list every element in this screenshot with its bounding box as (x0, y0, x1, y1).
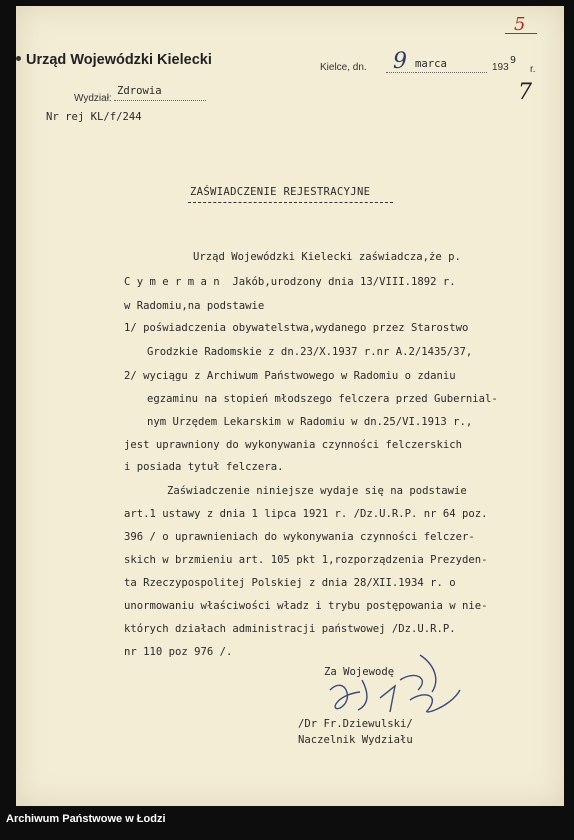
body-line: 2/ wyciągu z Archiwum Państwowego w Radomiu o zdaniu (124, 370, 456, 382)
registration-number: Nr rej KL/f/244 (46, 111, 142, 123)
body-line: skich w brzmieniu art. 105 pkt 1,rozporządzenia Prezyden- (124, 554, 488, 566)
body-line: art.1 ustawy z dnia 1 lipca 1921 r. /Dz.U.R.P. nr 64 poz. (124, 508, 488, 520)
date-year-unit: r. (530, 64, 536, 75)
body-line: Urząd Wojewódzki Kielecki zaświadcza,że p. (193, 251, 461, 263)
document-title: ZAŚWIADCZENIE REJESTRACYJNE (190, 186, 371, 198)
department-value: Zdrowia (117, 85, 162, 97)
archive-number-bottom: 7 (518, 80, 532, 105)
body-line: jest uprawniony do wykonywania czynności felczerskich (124, 439, 463, 451)
body-line: ta Rzeczypospolitej Polskiej z dnia 28/XII.1934 r. o (124, 577, 456, 589)
department-label: Wydział: (74, 93, 112, 104)
body-line: unormowaniu właściwości władz i trybu postępowania w nie- (124, 600, 488, 612)
body-line: Grodzkie Radomskie z dn.23/X.1937 r.nr A.2/1435/37, (147, 346, 473, 358)
body-line: i posiada tytuł felczera. (124, 461, 284, 473)
date-day: 9 (393, 49, 407, 74)
body-line: Zaświadczenie niniejsze wydaje się na podstawie (167, 485, 467, 497)
body-line: 1/ poświadczenia obywatelstwa,wydanego przez Starostwo (124, 322, 469, 334)
body-line: których działach administracji państwowej /Dz.U.R.P. (124, 623, 456, 635)
archive-footer-label: Archiwum Państwowe w Łodzi (6, 813, 166, 825)
signatory-name: /Dr Fr.Dziewulski/ (298, 718, 413, 730)
date-month: marca (415, 58, 447, 70)
body-line: nr 110 poz 976 /. (124, 646, 233, 658)
hole-punch-mark (16, 56, 21, 61)
date-prefix: Kielce, dn. (320, 62, 367, 73)
archive-number-top: 5 (514, 14, 526, 35)
date-year-prefix: 193 (492, 62, 509, 73)
document-page (16, 6, 564, 806)
signatory-role: Naczelnik Wydziału (298, 734, 413, 746)
signature-for: Za Wojewodę (324, 666, 395, 678)
body-line: egzaminu na stopień młodszego felczera przed Gubernial- (147, 393, 498, 405)
body-line: w Radomiu,na podstawie (124, 300, 265, 312)
body-line: 396 / o uprawnieniach do wykonywania czynności felczer- (124, 531, 475, 543)
body-line: nym Urzędem Lekarskim w Radomiu w dn.25/VI.1913 r., (147, 416, 473, 428)
office-name: Urząd Wojewódzki Kielecki (26, 52, 212, 68)
body-line: C y m e r m a n Jakób,urodzony dnia 13/VIII.1892 r. (124, 276, 456, 288)
date-year-suffix: 9 (510, 55, 517, 66)
